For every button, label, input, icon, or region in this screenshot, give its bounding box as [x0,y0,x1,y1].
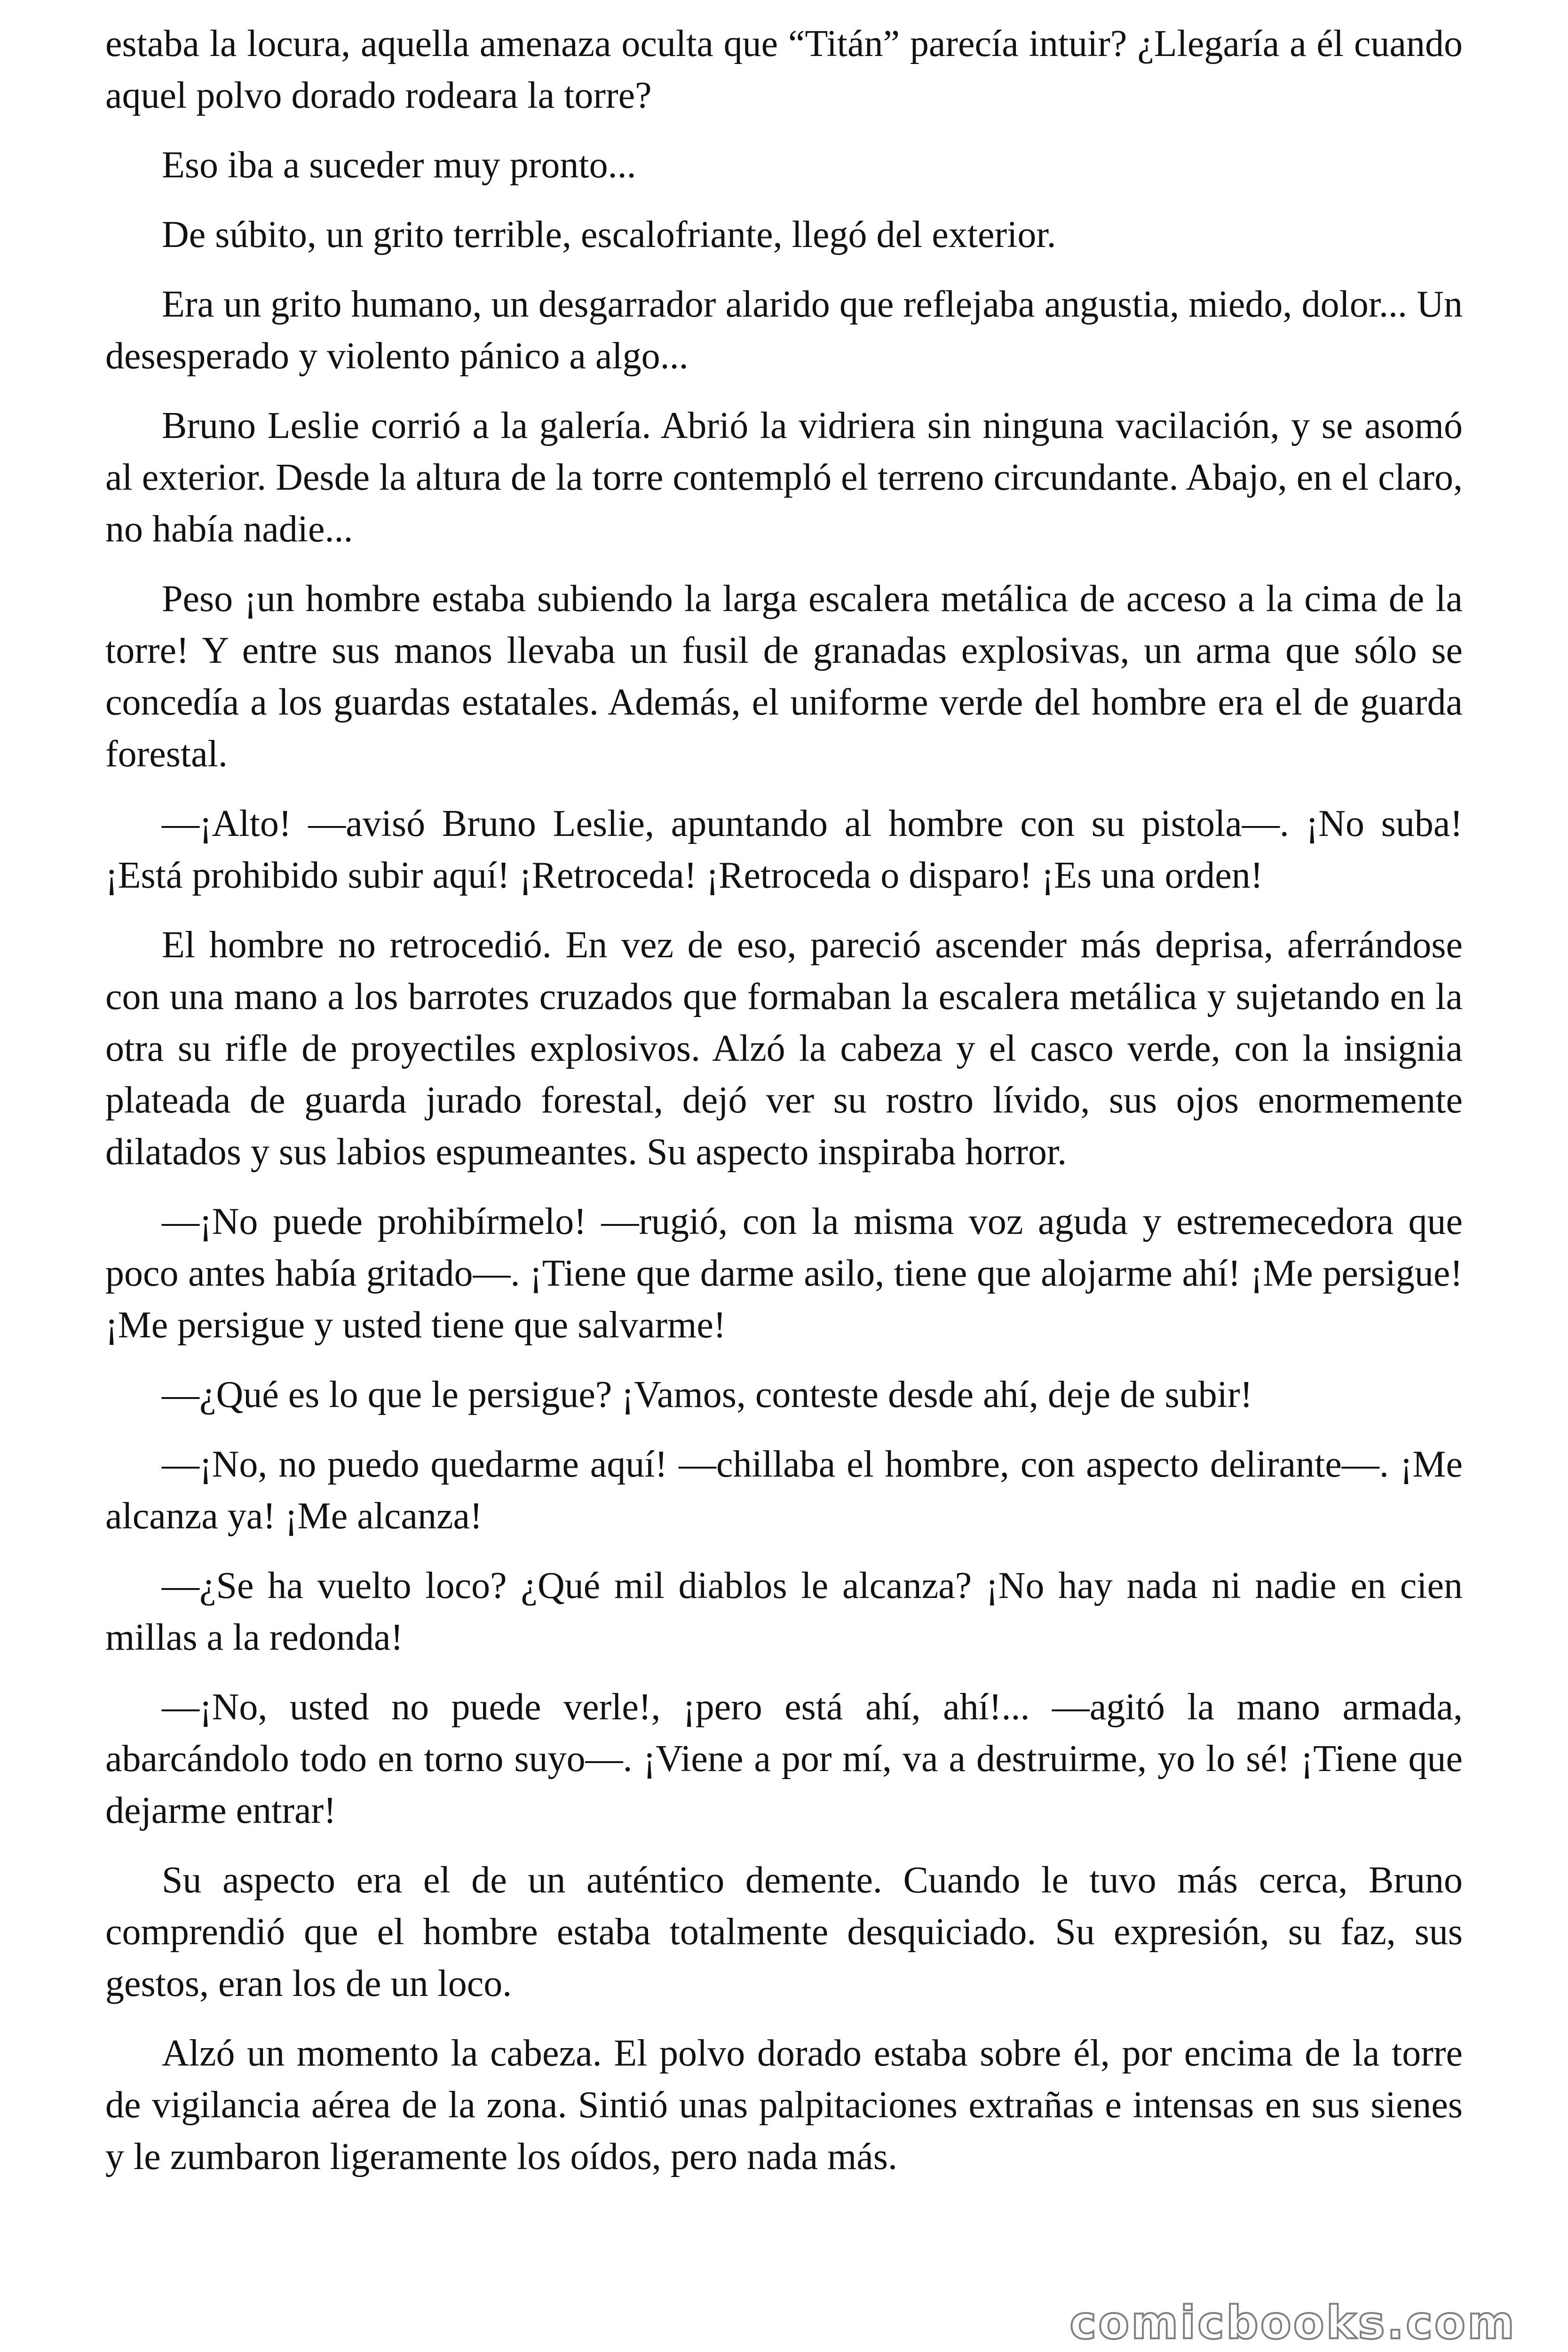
paragraph-15: Alzó un momento la cabeza. El polvo dorado estaba sobre él, por encima de la torre de vigilancia aérea de la zona. Sintió unas palpitaciones extrañas e intensas en sus sienes y le zumbaron ligeramente los oídos, pero nada más. [105,2033,1463,2177]
paragraph-8: El hombre no retrocedió. En vez de eso, pareció ascender más deprisa, aferrándose con una mano a los barrotes cruzados que formaban la escalera metálica y sujetando en la otra su rifle de proyectiles explosivos. Alzó la cabeza y el casco verde, con la insignia plateada de guarda jurado forestal, dejó ver su rostro lívido, sus ojos enormemente dilatados y sus labios espumeantes. Su aspecto inspiraba horror. [105,924,1463,1173]
paragraph-11: —¡No, no puedo quedarme aquí! —chillaba el hombre, con aspecto delirante—. ¡Me alcanza ya! ¡Me alcanza! [105,1444,1463,1537]
paragraph-7: —¡Alto! —avisó Bruno Leslie, apuntando al hombre con su pistola—. ¡No suba! ¡Está prohibido subir aquí! ¡Retroceda! ¡Retroceda o disparo! ¡Es una orden! [105,803,1463,896]
paragraph-6: Peso ¡un hombre estaba subiendo la larga escalera metálica de acceso a la cima de la torre! Y entre sus manos llevaba un fusil de granadas explosivas, un arma que sólo se concedía a los guardas estatales. Además, el uniforme verde del hombre era el de guarda forestal. [105,578,1463,775]
paragraph-9: —¡No puede prohibírmelo! —rugió, con la misma voz aguda y estremecedora que poco antes había gritado—. ¡Tiene que darme asilo, tiene que alojarme ahí! ¡Me persigue! ¡Me persigue y usted tiene que salvarme! [105,1201,1463,1346]
paragraph-14: Su aspecto era el de un auténtico demente. Cuando le tuvo más cerca, Bruno comprendió que el hombre estaba totalmente desquiciado. Su expresión, su faz, sus gestos, eran los de un loco. [105,1859,1463,2004]
paragraph-5: Bruno Leslie corrió a la galería. Abrió la vidriera sin ninguna vacilación, y se asomó al exterior. Desde la altura de la torre contempló el terreno circundante. Abajo, en el claro, no había nadie... [105,405,1463,550]
text-column [105,18,1463,2201]
paragraph-4: Era un grito humano, un desgarrador alarido que reflejaba angustia, miedo, dolor... Un desesperado y violento pánico a algo... [105,284,1463,377]
paragraph-13: —¡No, usted no puede verle!, ¡pero está ahí, ahí!... —agitó la mano armada, abarcándolo todo en torno suyo—. ¡Viene a por mí, va a destruirme, yo lo sé! ¡Tiene que dejarme entrar! [105,1686,1463,1831]
paragraph-12: —¿Se ha vuelto loco? ¿Qué mil diablos le alcanza? ¡No hay nada ni nadie en cien millas a la redonda! [105,1565,1463,1658]
paragraph-2: Eso iba a suceder muy pronto... [162,144,636,186]
paragraph-1: estaba la locura, aquella amenaza oculta que “Titán” parecía intuir? ¿Llegaría a él cuando aquel polvo dorado rodeara la torre? [105,23,1463,116]
watermark: comicbooks.com [1069,2296,1516,2349]
paragraph-3: De súbito, un grito terrible, escalofriante, llegó del exterior. [162,214,1056,255]
paragraph-10: —¿Qué es lo que le persigue? ¡Vamos, conteste desde ahí, deje de subir! [162,1374,1253,1415]
